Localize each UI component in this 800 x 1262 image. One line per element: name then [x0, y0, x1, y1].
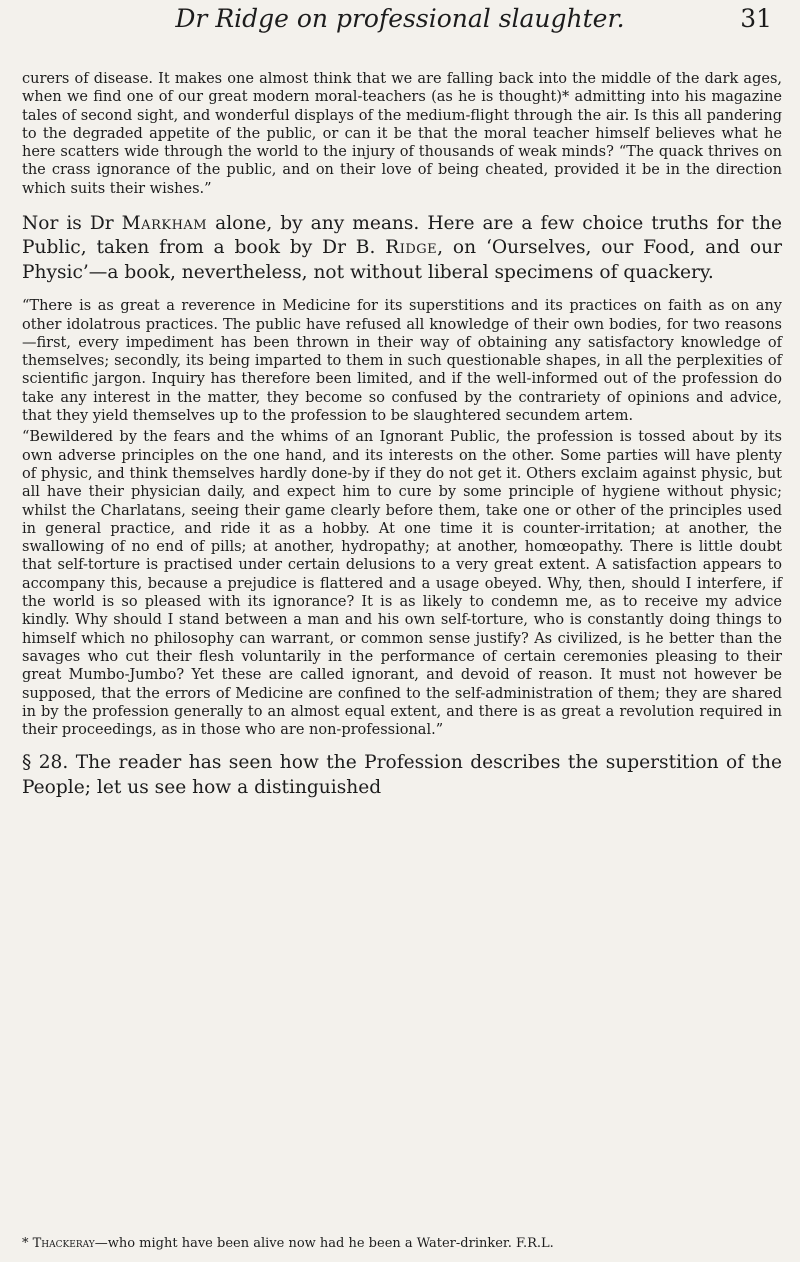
paragraph-2	[22, 212, 782, 285]
quote-paragraph-2: “Bewildered by the fears and the whims of an Ignorant Public, the profession is tossed about by its own adverse principles on the one hand, and its interests on the other. Some parties will have plenty of physic, and think themselves hardly done-by if they do not get it. Others exclaim against physic, but all have their physician daily, and expect him to cure by some principle of hygiene without physic; whilst the Charlatans, seeing their game clearly before them, take one or other of the principles used in general practice, and ride it as a hobby. At one time it is counter-irritation; at another, the swallowing of no end of pills; at another, hydropathy; at another, homœopathy. There is little doubt that self-torture is practised under certain delusions to a very great extent. A satisfaction appears to accompany this, because a prejudice is flattered and a usage obeyed. Why, then, should I interfere, if the world is so pleased with its ignorance? It is as likely to condemn me, as to receive my advice kindly. Why should I stand between a man and his own self-torture, who is constantly doing things to himself which no philosophy can warrant, or common sense justify? As civilized, is he better than the savages who cut their flesh voluntarily in the performance of certain ceremonies pleasing to their great Mumbo-Jumbo? Yet these are called ignorant, and devoid of reason. It must not however be supposed, that the errors of Medicine are confined to the self-administration of them; they are shared in by the profession generally to an almost equal extent, and there is as great a revolution required in their proceedings, as in those who are non-professional.”	[22, 429, 782, 739]
paragraph-2-pre: Nor is Dr	[22, 213, 122, 235]
running-header	[0, 4, 800, 38]
paragraph-2-mid: alone, by any means. Here are a few choice truths for the Public, taken from a book by Dr B.	[22, 213, 782, 259]
page-number: 31	[740, 4, 772, 33]
section-28-paragraph: § 28. The reader has seen how the Profession describes the superstition of the People; let us see how a distinguished	[22, 752, 782, 798]
author-name-ridge: Ridge	[385, 237, 438, 259]
footnote	[22, 1236, 782, 1252]
footnote-marker: *	[22, 1236, 33, 1251]
paragraph-2-post: , on ‘Ourselves, our Food, and our Physic’—a book, nevertheless, not without liberal specimens of quackery.	[22, 237, 782, 283]
running-title: Dr Ridge on professional slaughter.	[175, 4, 625, 33]
paragraph-1: curers of disease. It makes one almost think that we are falling back into the middle of the dark ages, when we find one of our great modern moral-teachers (as he is thought)* admitting into his magazine tales of second sight, and wonderful displays of the medium-flight through the air. Is this all pandering to the degraded appetite of the public, or can it be that the moral teacher himself believes what he here scatters wide through the world to the injury of thousands of weak minds? “The quack thrives on the crass ignorance of the public, and on their love of being cheated, provided it be in the direction which suits their wishes.”	[22, 71, 782, 197]
footnote-name: Thackeray	[32, 1236, 95, 1251]
quote-paragraph-1: “There is as great a reverence in Medicine for its superstitions and its practices on faith as on any other idolatrous practices. The public have refused all knowledge of their own bodies, for two reasons—first, every impediment has been thrown in their way of obtaining any satisfactory knowledge of themselves; secondly, its being imparted to them in such questionable shapes, in all the perplexities of scientific jargon. Inquiry has therefore been limited, and if the well-informed out of the profession do take any interest in the matter, they become so confused by the contrariety of opinions and advice, that they yield themselves up to the profession to be slaughtered secundem artem.	[22, 298, 782, 425]
author-name-markham: Markham	[121, 213, 208, 235]
body-text	[22, 70, 782, 805]
footnote-text: —who might have been alive now had he been a Water-drinker. F.R.L.	[94, 1236, 554, 1251]
